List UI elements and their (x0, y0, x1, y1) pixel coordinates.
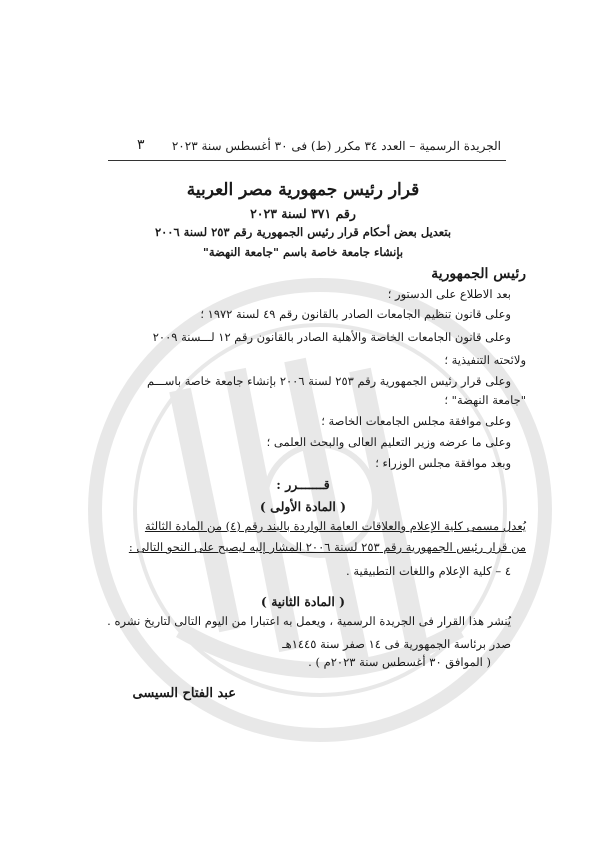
preamble-line: بعد الاطلاع على الدستور ؛ (387, 287, 511, 301)
decree-subject-line2: بإنشاء جامعة خاصة باسم "جامعة النهضة" (202, 245, 404, 259)
article1-text-line1: يُعدل مسمى كلية الإعلام والعلاقات العامة الواردة بالبند رقم (٤) من المادة الثالثة (144, 519, 526, 533)
preamble-line: وعلى ما عرضه وزير التعليم العالى والبحث العلمى ؛ (266, 435, 511, 449)
issuer-heading: رئيس الجمهورية (431, 266, 526, 282)
article1-text-line2: من قرار رئيس الجمهورية رقم ٢٥٣ لسنة ٢٠٠٦ المشار إليه ليصبح على النحو التالى : (128, 540, 526, 554)
preamble-line: "جامعة النهضة" ؛ (444, 393, 526, 407)
running-title: الجريدة الرسمية – العدد ٣٤ مكرر (ط) فى ٣٠ أغسطس سنة ٢٠٢٣ (171, 139, 501, 153)
article1-heading: ( المادة الأولى ) (259, 499, 347, 514)
preamble-line: ولائحته التنفيذية ؛ (444, 353, 526, 367)
preamble-line: وعلى قانون تنظيم الجامعات الصادر بالقانون رقم ٤٩ لسنة ١٩٧٢ ؛ (200, 307, 511, 321)
preamble-line: وعلى قانون الجامعات الخاصة والأهلية الصادر بالقانون رقم ١٢ لـــسنة ٢٠٠٩ (152, 330, 511, 344)
decree-title: قرار رئيس جمهورية مصر العربية (186, 180, 420, 200)
issued-line2: ( الموافق ٣٠ أغسطس سنة ٢٠٢٣م ) . (308, 655, 491, 669)
signature: عبد الفتاح السيسى (132, 686, 236, 701)
preamble-line: وعلى قرار رئيس الجمهورية رقم ٢٥٣ لسنة ٢٠٠٦ بإنشاء جامعة خاصة باســـم (146, 374, 511, 388)
preamble-line: وبعد موافقة مجلس الوزراء ؛ (375, 456, 511, 470)
decision-heading: قـــــــرر : (276, 477, 330, 492)
preamble-line: وعلى موافقة مجلس الجامعات الخاصة ؛ (321, 414, 511, 428)
decree-subject-line1: بتعديل بعض أحكام قرار رئيس الجمهورية رقم ٢٥٣ لسنة ٢٠٠٦ (154, 225, 452, 239)
article2-text: يُنشر هذا القرار فى الجريدة الرسمية ، ويعمل به اعتبارا من اليوم التالى لتاريخ نشره . (107, 614, 511, 628)
header-rule (108, 160, 506, 161)
article2-heading: ( المادة الثانية ) (260, 594, 346, 609)
article1-item: ٤ – كلية الإعلام واللغات التطبيقية . (346, 564, 511, 578)
decree-number: رقم ٣٧١ لسنة ٢٠٢٣ (250, 206, 356, 221)
issued-line1: صدر برئاسة الجمهورية فى ١٤ صفر سنة ١٤٤٥هـ (282, 637, 511, 651)
page-number: ٣ (137, 137, 145, 153)
